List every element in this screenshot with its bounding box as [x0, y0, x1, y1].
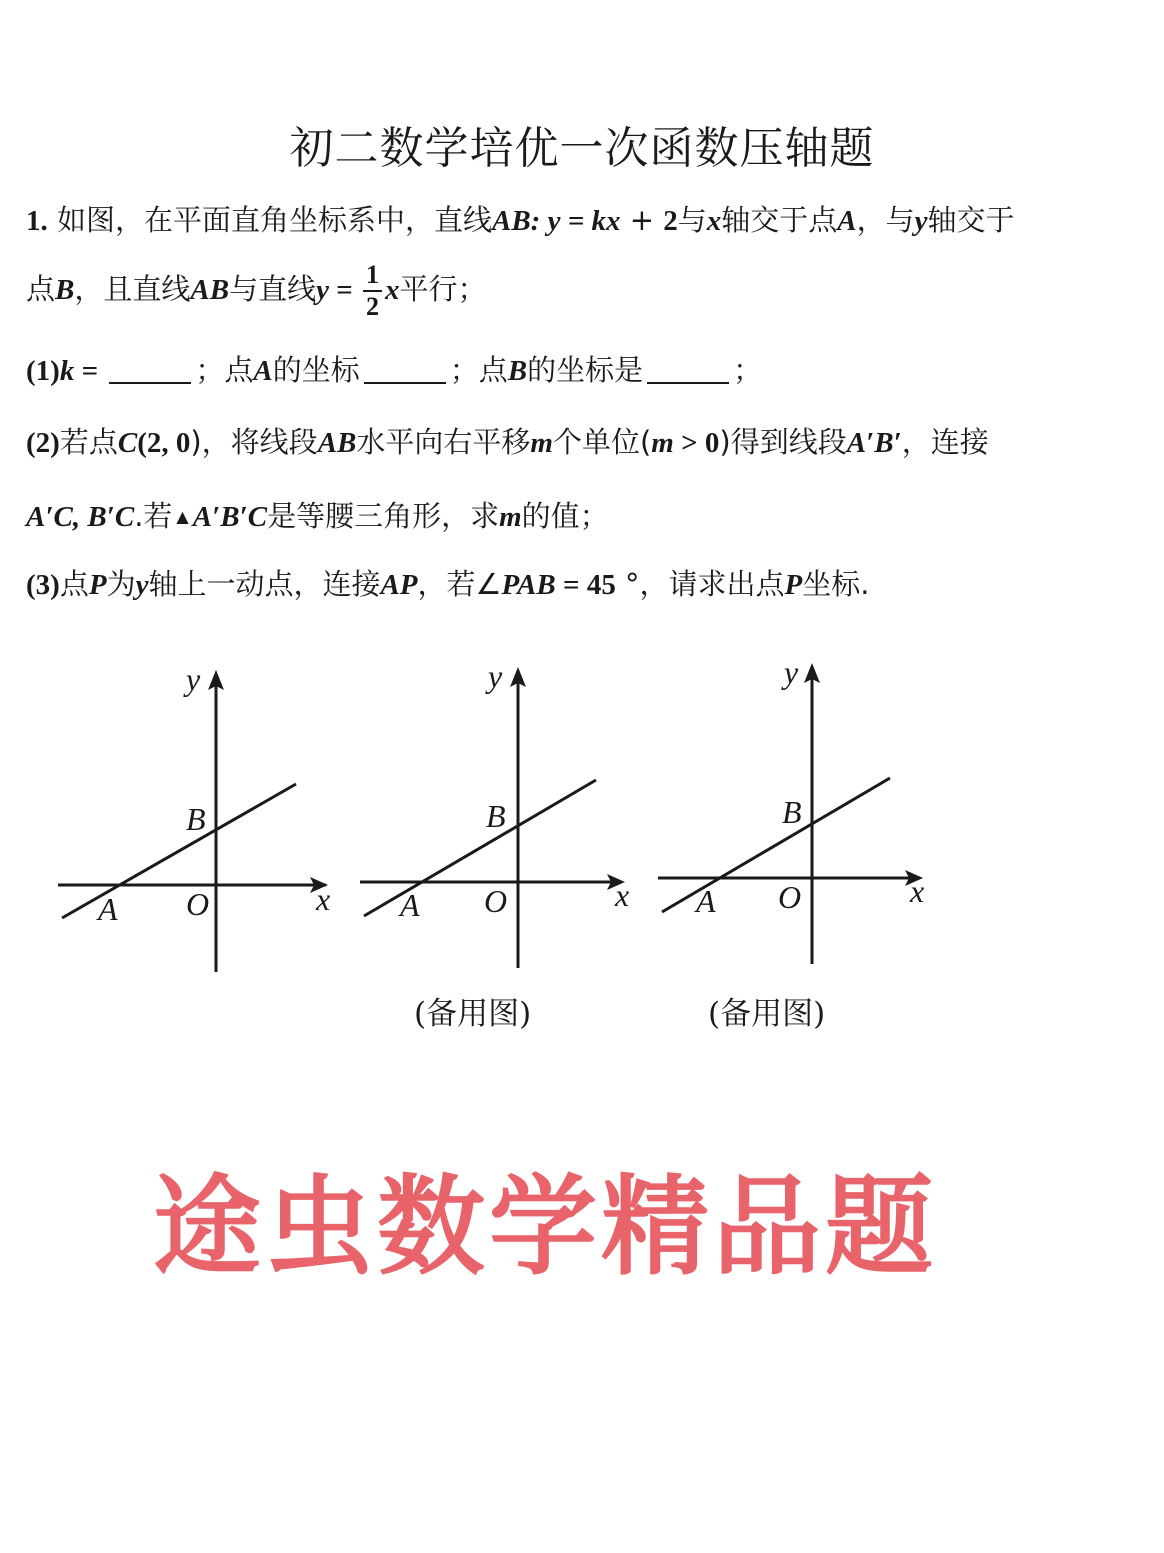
part-label: (3) — [26, 569, 60, 601]
text: 水平向右平移 — [356, 425, 531, 459]
math: m — [651, 427, 674, 459]
math: AB — [190, 274, 230, 306]
math: A′B′C — [192, 501, 268, 533]
text: 是等腰三角形，求 — [267, 499, 500, 533]
text: 如图，在平面直角坐标系中，直线 — [47, 203, 492, 237]
problem-part-2 — [26, 420, 989, 461]
math: ( — [137, 427, 147, 459]
math: y — [316, 274, 329, 306]
x-axis-label: x — [615, 877, 630, 913]
figure-caption-spare-2: (备用图) — [708, 996, 826, 1032]
text: ，且直线 — [74, 272, 191, 306]
text: 个单位( — [552, 425, 652, 459]
x-axis-label: x — [316, 881, 331, 917]
math: m — [499, 501, 522, 533]
y-axis-label: y — [784, 654, 799, 690]
fraction-numerator: 1 — [363, 262, 382, 292]
math: x — [706, 205, 722, 237]
math: y — [914, 205, 928, 237]
text: )，将线段 — [190, 425, 318, 459]
problem-number: 1. — [26, 205, 48, 237]
origin-label: O — [186, 886, 210, 922]
part-label: (2) — [26, 427, 60, 459]
text: 若点 — [59, 425, 118, 459]
text: ，与 — [856, 203, 915, 237]
point-b-label: B — [186, 801, 206, 837]
coordinate-figure-spare-1 — [360, 650, 660, 990]
text: )得到线段 — [719, 425, 847, 459]
math-operator: = — [555, 569, 587, 601]
answer-blank-b[interactable] — [647, 358, 729, 384]
answer-blank-a[interactable] — [364, 358, 446, 384]
math: C — [117, 427, 138, 459]
math: AB: y = kx — [491, 205, 621, 237]
origin-label: O — [484, 883, 508, 919]
y-axis-label: y — [186, 661, 201, 697]
text: 轴交于 — [927, 203, 1015, 237]
text: 的坐标是 — [527, 353, 644, 387]
text: 轴交于点 — [721, 203, 838, 237]
text: ，连接 — [901, 425, 989, 459]
problem-line-1 — [26, 198, 1015, 239]
math: P — [88, 569, 107, 601]
part-label: (1) — [26, 355, 60, 387]
math: A — [837, 205, 857, 237]
point-a-label: A — [98, 891, 118, 927]
math: A — [253, 355, 273, 387]
math: A′C, B′C — [26, 501, 135, 533]
problem-line-2 — [26, 262, 487, 320]
math: A′B′ — [846, 427, 902, 459]
math: B — [507, 355, 528, 387]
text: ；点 — [195, 353, 254, 387]
math-operator: = — [328, 274, 360, 306]
math: x — [384, 274, 400, 306]
coordinate-diagram — [658, 650, 958, 990]
text: ；点 — [449, 353, 508, 387]
text: 与直线 — [229, 272, 317, 306]
text: 的值； — [521, 499, 609, 533]
text: ； — [733, 353, 763, 387]
text: 为 — [106, 567, 136, 601]
coordinate-diagram — [58, 650, 358, 990]
math-number: 45 — [586, 569, 616, 601]
math-number: 0 — [704, 427, 720, 459]
problem-part-1 — [26, 348, 762, 389]
math: k — [59, 355, 75, 387]
page-title: 初二数学培优一次函数压轴题 — [289, 123, 875, 174]
math-number: 2 — [663, 205, 678, 237]
text: 点 — [26, 272, 56, 306]
point-b-label: B — [782, 794, 802, 830]
answer-blank-k[interactable] — [109, 358, 191, 384]
x-axis-label: x — [910, 873, 925, 909]
origin-label: O — [778, 879, 802, 915]
math-operator: = — [74, 355, 106, 387]
fraction-denominator: 2 — [365, 292, 379, 321]
problem-part-2-cont — [26, 494, 609, 535]
math-number: 2, 0 — [146, 427, 191, 459]
math: B — [55, 274, 75, 306]
math: PAB — [501, 569, 556, 601]
text: .若 — [134, 499, 173, 533]
text: ，若∠ — [417, 567, 502, 601]
text: 点 — [59, 567, 89, 601]
text: 平行； — [399, 272, 487, 306]
text: + — [620, 203, 664, 237]
watermark-brand: 途虫数学精品题 — [152, 1165, 937, 1290]
point-a-label: A — [400, 887, 420, 923]
text: 与 — [677, 203, 707, 237]
text: 轴上一动点，连接 — [148, 567, 381, 601]
figure-caption-spare-1: (备用图) — [414, 996, 532, 1032]
math: P — [784, 569, 803, 601]
triangle-symbol-icon: ▲ — [176, 507, 189, 526]
text: 的坐标 — [272, 353, 360, 387]
math: y — [135, 569, 149, 601]
math: AP — [380, 569, 418, 601]
math: m — [530, 427, 553, 459]
math-operator: > — [673, 427, 705, 459]
coordinate-figure-main — [58, 650, 358, 990]
text: °，请求出点 — [615, 567, 785, 601]
math: AB — [317, 427, 357, 459]
point-a-label: A — [696, 883, 716, 919]
coordinate-figure-spare-2 — [658, 650, 958, 990]
coordinate-diagram — [360, 650, 660, 990]
line-ab — [364, 780, 596, 916]
text: 坐标. — [802, 567, 870, 601]
problem-part-3 — [26, 562, 869, 603]
fraction-one-half — [363, 262, 382, 320]
y-axis-label: y — [488, 658, 503, 694]
point-b-label: B — [486, 798, 506, 834]
